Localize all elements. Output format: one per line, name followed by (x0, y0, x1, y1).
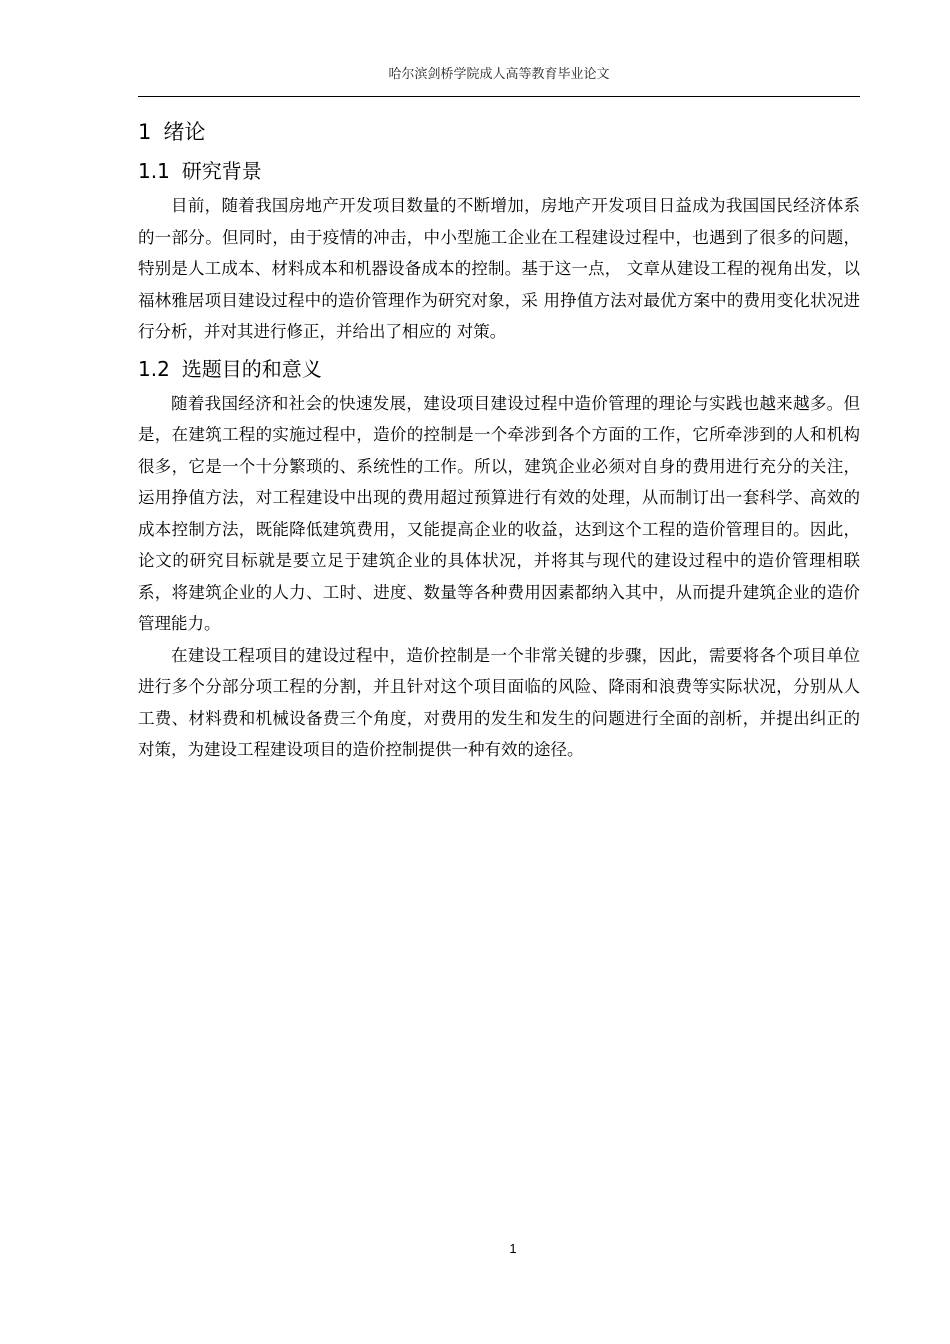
paragraph: 目前，随着我国房地产开发项目数量的不断增加，房地产开发项目日益成为我国国民经济体系的一部分。但同时，由于疫情的冲击，中小型施工企业在工程建设过程中，也遇到了很多的问题，特别是人工成本、材料成本和机器设备成本的控制。基于这一点， 文章从建设工程的视角出发，以福林雅居项目建设过程中的造价管理作为研究对象，采 用挣值方法对最优方案中的费用变化状况进行分析，并对其进行修正，并给出了相应的 对策。 (138, 196, 860, 341)
section-number: 1.1 (138, 159, 170, 183)
section-title-text: 研究背景 (181, 159, 262, 183)
chapter-number: 1 (138, 120, 152, 144)
chapter-title (138, 112, 860, 152)
section-title-1-1 (138, 152, 860, 190)
paragraph: 随着我国经济和社会的快速发展，建设项目建设过程中造价管理的理论与实践也越来越多。但是，在建筑工程的实施过程中，造价的控制是一个牵涉到各个方面的工作，它所牵涉到的人和机构很多，它是一个十分繁琐的、系统性的工作。所以，建筑企业必须对自身的费用进行充分的关注，运用挣值方法，对工程建设中出现的费用超过预算进行有效的处理，从而制订出一套科学、高效的成本控制方法，既能降低建筑费用，又能提高企业的收益，达到这个工程的造价管理目的。因此，论文的研究目标就是要立足于建筑企业的具体状况，并将其与现代的建设过程中的造价管理相联系，将建筑企业的人力、工时、进度、数量等各种费用因素都纳入其中，从而提升建筑企业的造价管理能力。 (138, 393, 860, 633)
page-header: 哈尔滨剑桥学院成人高等教育毕业论文 (388, 67, 610, 82)
chapter-title-text: 绪论 (163, 120, 206, 144)
header-rule (138, 96, 860, 97)
document-body (138, 112, 860, 766)
paragraph: 在建设工程项目的建设过程中，造价控制是一个非常关键的步骤，因此，需要将各个项目单位进行多个分部分项工程的分割，并且针对这个项目面临的风险、降雨和浪费等实际状况，分别从人工费、材料费和机械设备费三个角度，对费用的发生和发生的问题进行全面的剖析，并提出纠正的对策，为建设工程建设项目的造价控制提供一种有效的途径。 (138, 645, 860, 759)
section-title-1-2 (138, 350, 860, 388)
section-number: 1.2 (138, 356, 170, 381)
section-title-text: 选题目的和意义 (181, 356, 322, 381)
page-number: 1 (509, 1241, 517, 1256)
